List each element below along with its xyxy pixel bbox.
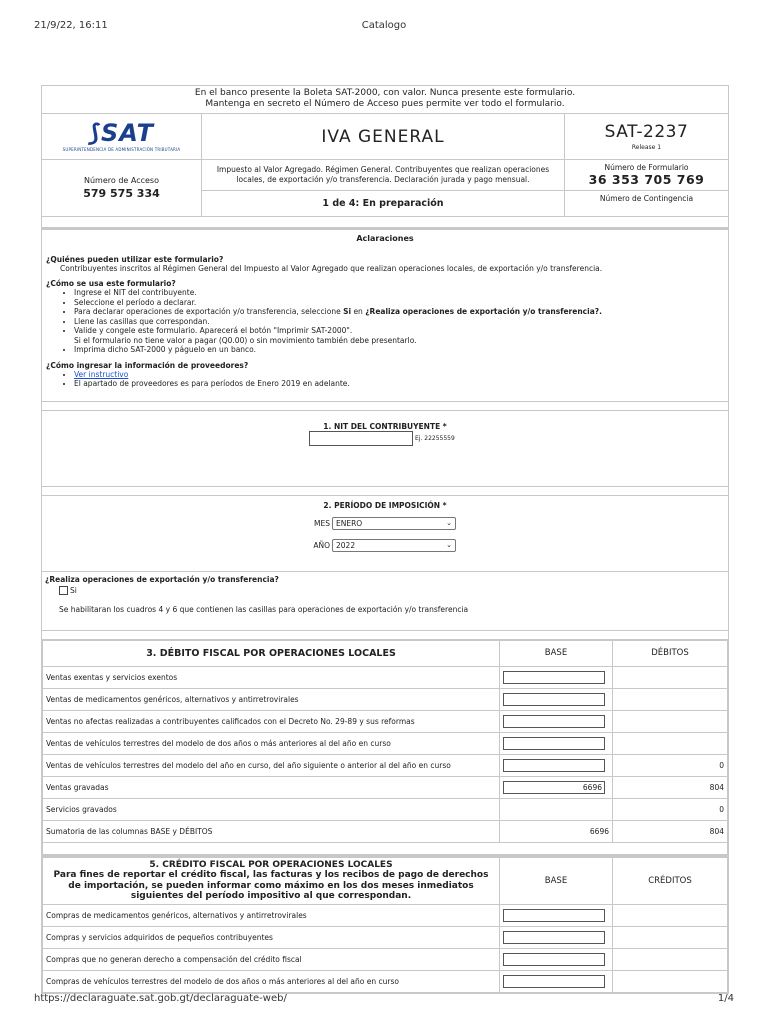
base-input[interactable] xyxy=(503,715,605,728)
section-divider xyxy=(42,843,728,857)
table-row: Ventas no afectas realizadas a contribuyentes calificados con el Decreto No. 29-89 y sus reformas xyxy=(43,710,728,732)
table-row: Servicios gravados 0 xyxy=(43,798,728,820)
list-item xyxy=(74,370,724,380)
anio-select[interactable]: 2022 ⌄ xyxy=(332,539,456,552)
section-divider xyxy=(42,487,728,496)
table-row-total: Sumatoria de las columnas BASE y DÉBITOS 6696 804 xyxy=(43,820,728,842)
question-providers: ¿Cómo ingresar la información de proveedores? xyxy=(46,360,249,370)
table-row: Compras y servicios adquiridos de pequeños contribuyentes xyxy=(43,926,728,948)
contingency-number-label: Número de Contingencia xyxy=(599,194,694,203)
mes-label: MES xyxy=(314,518,330,528)
credito-header: 5. CRÉDITO FISCAL POR OPERACIONES LOCALES Para fines de reportar el crédito fiscal, las facturas y los recibos de pago de derechos de importación, se pueden informar como máximo en los dos meses inmediatos siguientes del período impositivo al que correspondan. xyxy=(43,857,500,904)
access-number-box xyxy=(42,160,201,216)
section-divider xyxy=(42,217,728,230)
form-header xyxy=(42,114,728,217)
base-input[interactable] xyxy=(503,737,605,750)
col-base-header: BASE xyxy=(500,857,613,904)
table-row: Ventas de vehículos terrestres del modelo de dos años o más anteriores al del año en curso xyxy=(43,732,728,754)
anio-label: AÑO xyxy=(313,540,330,550)
section-divider xyxy=(42,402,728,411)
form-number-label: Número de Formulario xyxy=(604,163,689,172)
table-row: Ventas de vehículos terrestres del modelo del año en curso, del año siguiente o anterior al del año en curso 0 xyxy=(43,754,728,776)
periodo-section xyxy=(42,496,728,572)
aclaraciones-heading: Aclaraciones xyxy=(356,234,414,243)
table-row: Ventas exentas y servicios exentos xyxy=(43,666,728,688)
aclaraciones-section xyxy=(42,230,728,402)
credito-table xyxy=(42,857,728,993)
step-item: • Para declarar operaciones de exportación y/o transferencia, seleccione Si en ¿Realiza operaciones de exportación y/o transferencia?. xyxy=(74,307,724,317)
form-code-box xyxy=(565,114,728,160)
chevron-down-icon: ⌄ xyxy=(446,541,452,549)
nit-example: Ej. 22255559 xyxy=(415,434,455,442)
section-divider xyxy=(42,631,728,640)
nit-section xyxy=(42,411,728,487)
base-input[interactable] xyxy=(503,759,605,772)
instructivo-link[interactable]: Ver instructivo xyxy=(74,369,129,379)
access-number-label: Número de Acceso xyxy=(84,176,159,185)
base-input[interactable] xyxy=(503,693,605,706)
question-who: ¿Quiénes pueden utilizar este formulario? xyxy=(46,255,224,264)
providers-list xyxy=(46,370,724,389)
export-note: Se habilitaran los cuadros 4 y 6 que contienen las casillas para operaciones de exportación y/o transferencia xyxy=(59,604,469,614)
step-item: • Ingrese el NIT del contribuyente. xyxy=(74,288,724,298)
question-how: ¿Cómo se usa este formulario? xyxy=(46,279,176,288)
checkbox-icon xyxy=(59,586,68,595)
col-debitos-header: DÉBITOS xyxy=(613,640,728,666)
notice-line-2: Mantenga en secreto el Número de Acceso pues permite ver todo el formulario. xyxy=(205,99,565,109)
form-description: Impuesto al Valor Agregado. Régimen General. Contribuyentes que realizan operaciones locales, de exportación y/o transferencia. Declaración jurada y pago mensual. xyxy=(202,160,564,191)
form-title: IVA GENERAL xyxy=(202,114,564,160)
mes-select[interactable]: ENERO ⌄ xyxy=(332,517,456,530)
form-number-box xyxy=(565,160,728,191)
step-item: • Valide y congele este formulario. Aparecerá el botón "Imprimir SAT-2000". Si el formulario no tiene valor a pagar (Q0.00) o sin movimiento también debe presentarlo. xyxy=(74,326,724,345)
print-title: Catalogo xyxy=(361,20,407,31)
base-input[interactable] xyxy=(503,953,605,966)
form-release: Release 1 xyxy=(631,144,662,151)
base-input[interactable] xyxy=(503,931,605,944)
base-input[interactable] xyxy=(503,975,605,988)
sat-logo xyxy=(42,114,201,160)
nit-label: 1. NIT DEL CONTRIBUYENTE * xyxy=(323,421,447,431)
table-row: Ventas gravadas 6696 804 xyxy=(43,776,728,798)
table-row: Compras de vehículos terrestres del modelo de dos años o más anteriores al del año en curso xyxy=(43,970,728,992)
sat-logo-mark: ⟆SAT xyxy=(89,119,154,147)
step-item: • Llene las casillas que correspondan. xyxy=(74,317,724,327)
table-row: Ventas de medicamentos genéricos, alternativos y antirretrovirales xyxy=(43,688,728,710)
print-url: https://declaraguate.sat.gob.gt/declaraguate-web/ xyxy=(34,993,287,1004)
table-row: Compras que no generan derecho a compensación del crédito fiscal xyxy=(43,948,728,970)
form-status: 1 de 4: En preparación xyxy=(322,198,444,209)
periodo-label: 2. PERÍODO DE IMPOSICIÓN * xyxy=(323,500,447,510)
debito-title: 3. DÉBITO FISCAL POR OPERACIONES LOCALES xyxy=(43,640,500,666)
print-page: 1/4 xyxy=(717,993,734,1004)
steps-list xyxy=(46,288,724,355)
list-item: • El apartado de proveedores es para períodos de Enero 2019 en adelante. xyxy=(74,379,724,389)
form-number: 36 353 705 769 xyxy=(588,172,705,187)
export-si-checkbox[interactable]: Si xyxy=(59,586,77,595)
debito-table xyxy=(42,640,728,843)
table-row: Compras de medicamentos genéricos, alternativos y antirretrovirales xyxy=(43,904,728,926)
answer-who: Contribuyentes inscritos al Régimen General del Impuesto al Valor Agregado que realizan operaciones locales, de exportación y/o transferencia. xyxy=(60,264,603,273)
col-creditos-header: CRÉDITOS xyxy=(613,857,728,904)
form-sat-2237 xyxy=(41,85,729,994)
base-input[interactable] xyxy=(503,671,605,684)
export-section xyxy=(42,572,728,631)
step-item: • Imprima dicho SAT-2000 y páguelo en un banco. xyxy=(74,345,724,355)
notice-line-1: En el banco presente la Boleta SAT-2000, con valor. Nunca presente este formulario. xyxy=(194,88,576,98)
form-code: SAT-2237 xyxy=(604,122,689,142)
bank-notice xyxy=(42,86,728,114)
base-input[interactable]: 6696 xyxy=(503,781,605,794)
sat-logo-tagline: SUPERINTENDENCIA DE ADMINISTRACIÓN TRIBUTARIA xyxy=(62,147,181,152)
export-question: ¿Realiza operaciones de exportación y/o transferencia? xyxy=(45,574,279,584)
nit-input[interactable] xyxy=(309,431,413,446)
print-datetime: 21/9/22, 16:11 xyxy=(34,20,108,31)
step-item: • Seleccione el período a declarar. xyxy=(74,298,724,308)
base-input[interactable] xyxy=(503,909,605,922)
access-number: 579 575 334 xyxy=(83,187,160,200)
col-base-header: BASE xyxy=(500,640,613,666)
chevron-down-icon: ⌄ xyxy=(446,519,452,527)
